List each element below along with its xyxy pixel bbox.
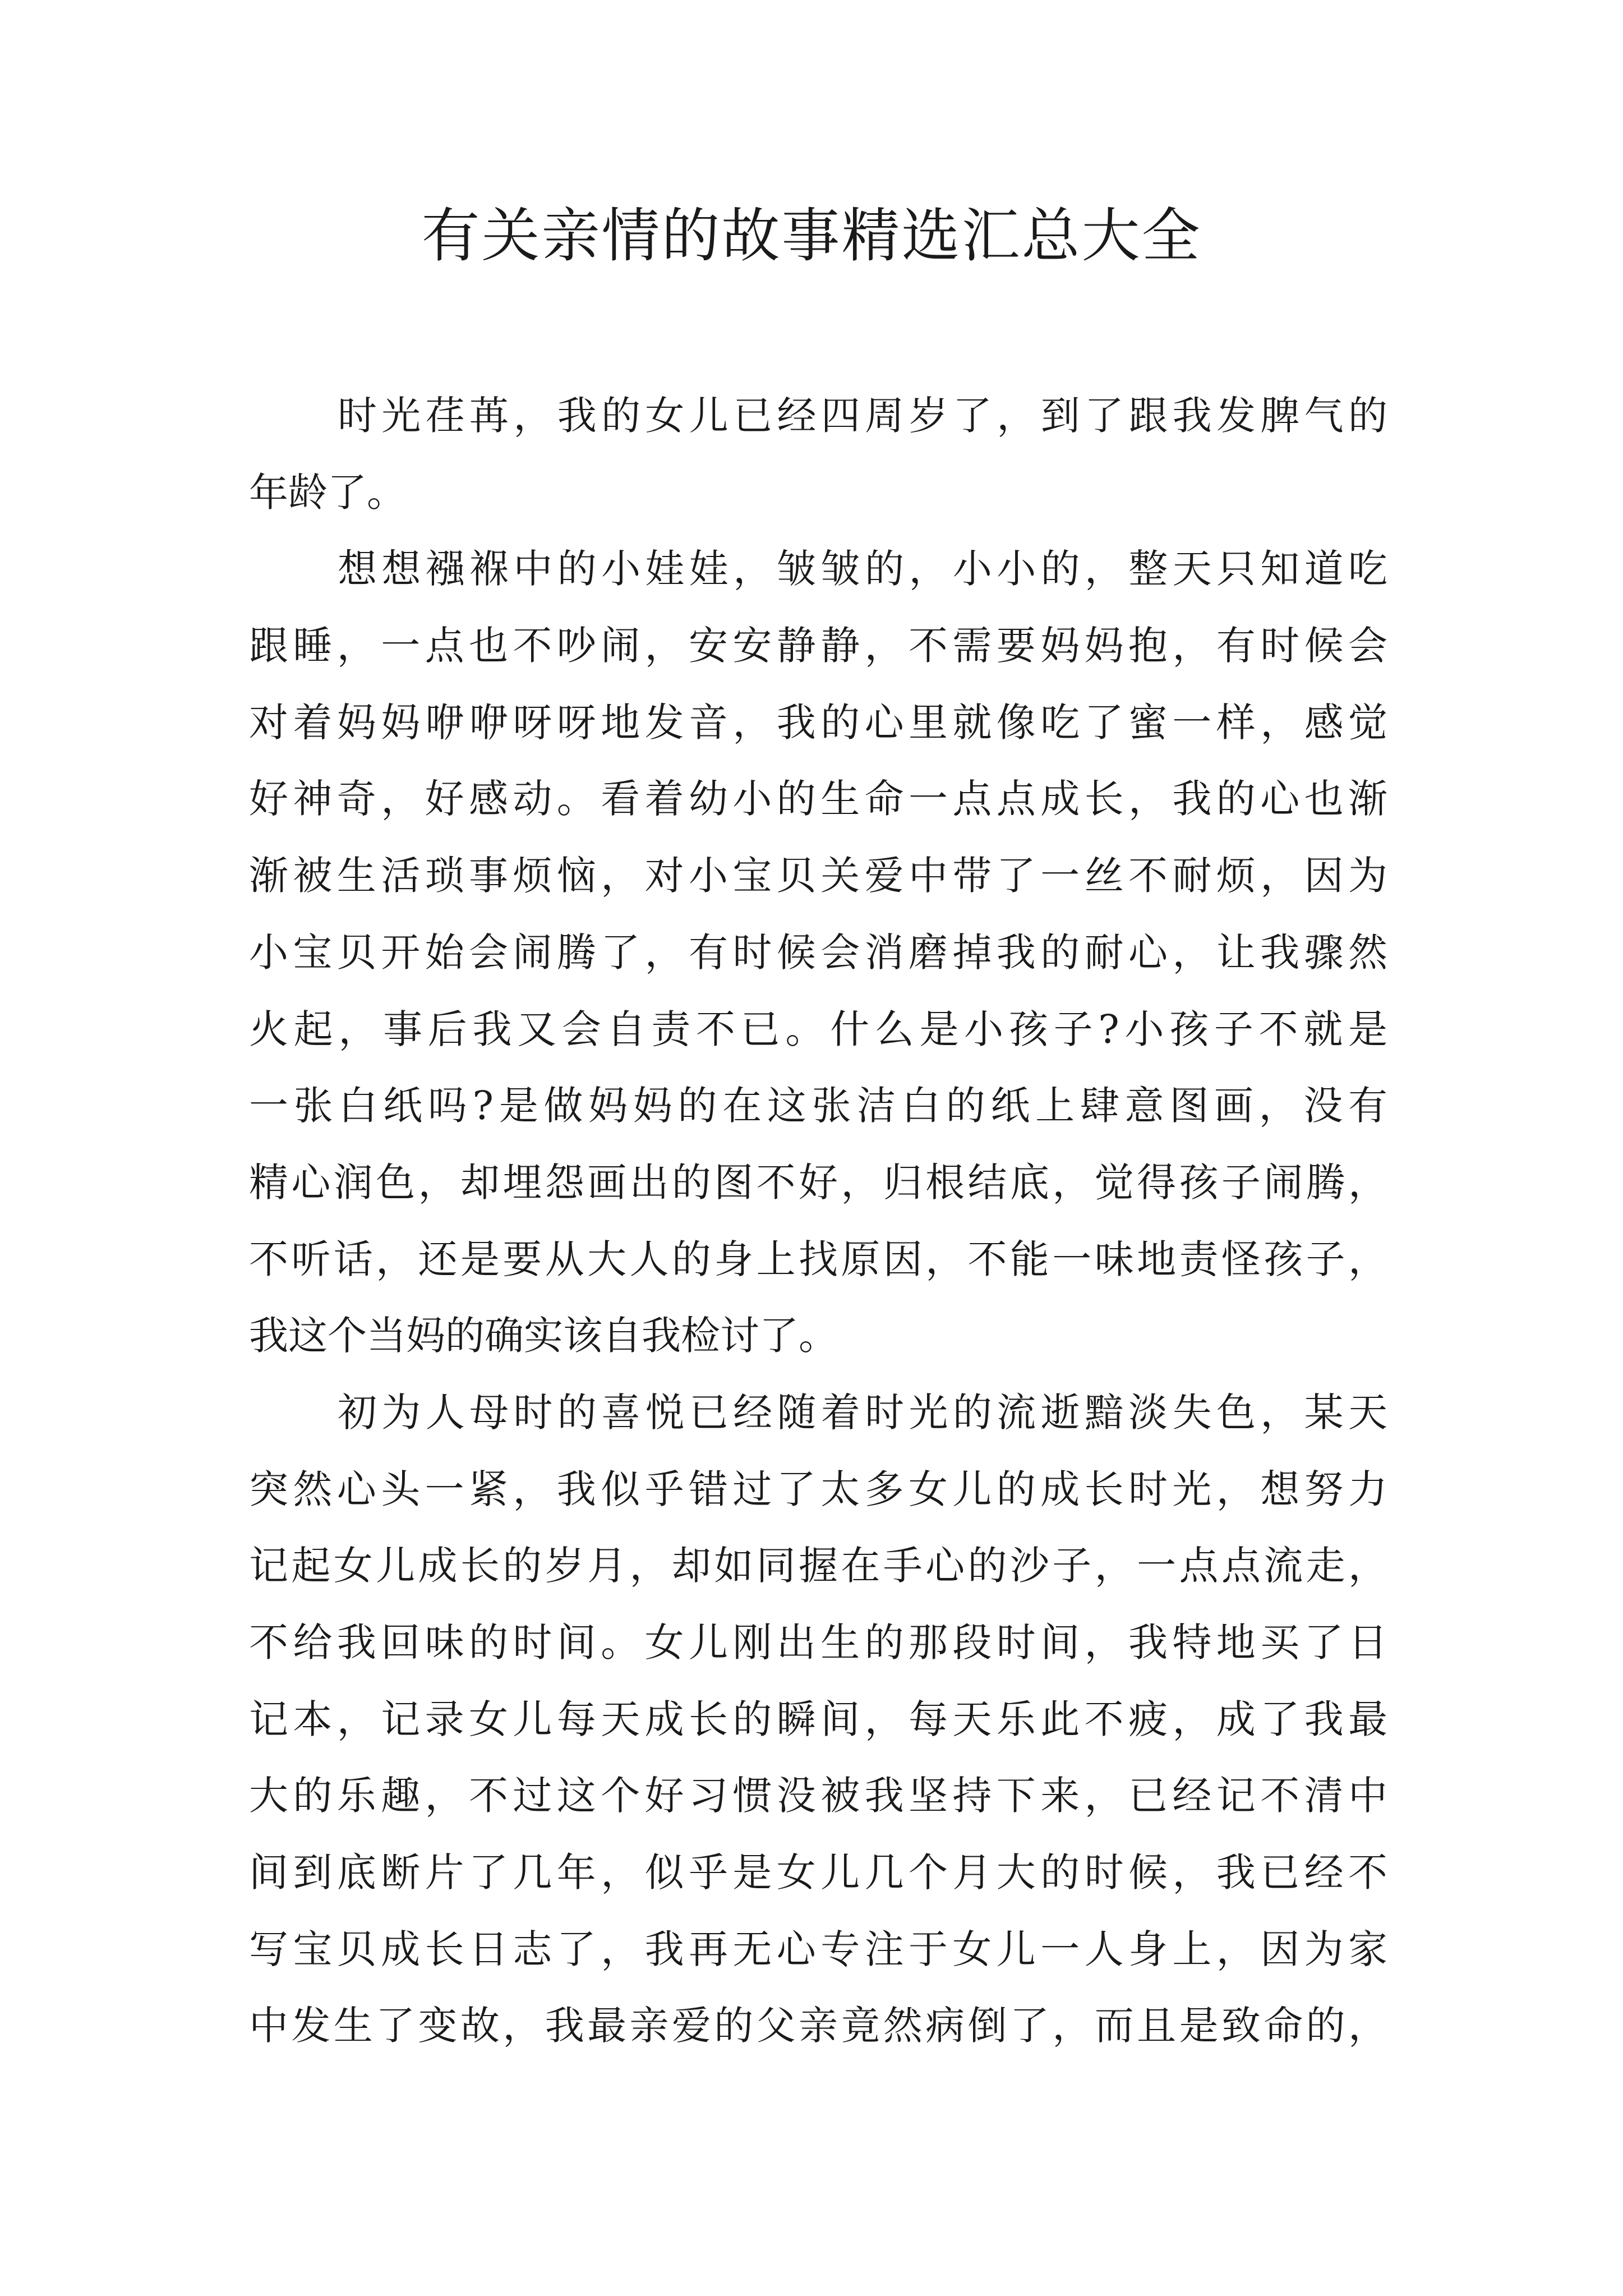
text-line: 间到底断片了几年，似乎是女儿几个月大的时候，我已经不 [249, 1849, 1387, 1896]
text-line: 突然心头一紧，我似乎错过了太多女儿的成长时光，想努力 [249, 1466, 1387, 1512]
text-line: 初为人母时的喜悦已经随着时光的流逝黯淡失色，某天 [338, 1389, 1387, 1435]
text-line: 记本，记录女儿每天成长的瞬间，每天乐此不疲，成了我最 [249, 1696, 1387, 1742]
text-line: 对着妈妈咿咿呀呀地发音，我的心里就像吃了蜜一样，感觉 [249, 699, 1387, 746]
document-title: 有关亲情的故事精选汇总大全 [421, 201, 1202, 270]
text-line: 写宝贝成长日志了，我再无心专注于女儿一人身上，因为家 [249, 1926, 1387, 1972]
text-line: 想想襁褓中的小娃娃，皱皱的，小小的，整天只知道吃 [338, 546, 1387, 592]
document-body [249, 378, 1387, 2064]
text-line: 不给我回味的时间。女儿刚出生的那段时间，我特地买了日 [249, 1619, 1387, 1665]
text-line: 好神奇，好感动。看着幼小的生命一点点成长，我的心也渐 [249, 776, 1387, 822]
text-line: 记起女儿成长的岁月，却如同握在手心的沙子，一点点流走， [249, 1543, 1387, 1589]
text-line: 年龄了。 [249, 469, 406, 516]
text-line: 精心润色，却埋怨画出的图不好，归根结底，觉得孩子闹腾， [249, 1159, 1387, 1205]
text-line: 大的乐趣，不过这个好习惯没被我坚持下来，已经记不清中 [249, 1773, 1387, 1819]
text-line: 我这个当妈的确实该自我检讨了。 [249, 1313, 838, 1359]
text-line: 时光荏苒，我的女儿已经四周岁了，到了跟我发脾气的 [338, 393, 1387, 439]
text-line: 渐被生活琐事烦恼，对小宝贝关爱中带了一丝不耐烦，因为 [249, 853, 1387, 899]
text-line: 火起，事后我又会自责不已。什么是小孩子?小孩子不就是 [249, 1006, 1387, 1052]
text-line: 不听话，还是要从大人的身上找原因，不能一味地责怪孩子， [249, 1236, 1387, 1282]
text-line: 小宝贝开始会闹腾了，有时候会消磨掉我的耐心，让我骤然 [249, 929, 1387, 976]
text-line: 中发生了变故，我最亲爱的父亲竟然病倒了，而且是致命的， [249, 2003, 1387, 2049]
text-line: 一张白纸吗?是做妈妈的在这张洁白的纸上肆意图画，没有 [249, 1083, 1387, 1129]
text-line: 跟睡，一点也不吵闹，安安静静，不需要妈妈抱，有时候会 [249, 623, 1387, 669]
